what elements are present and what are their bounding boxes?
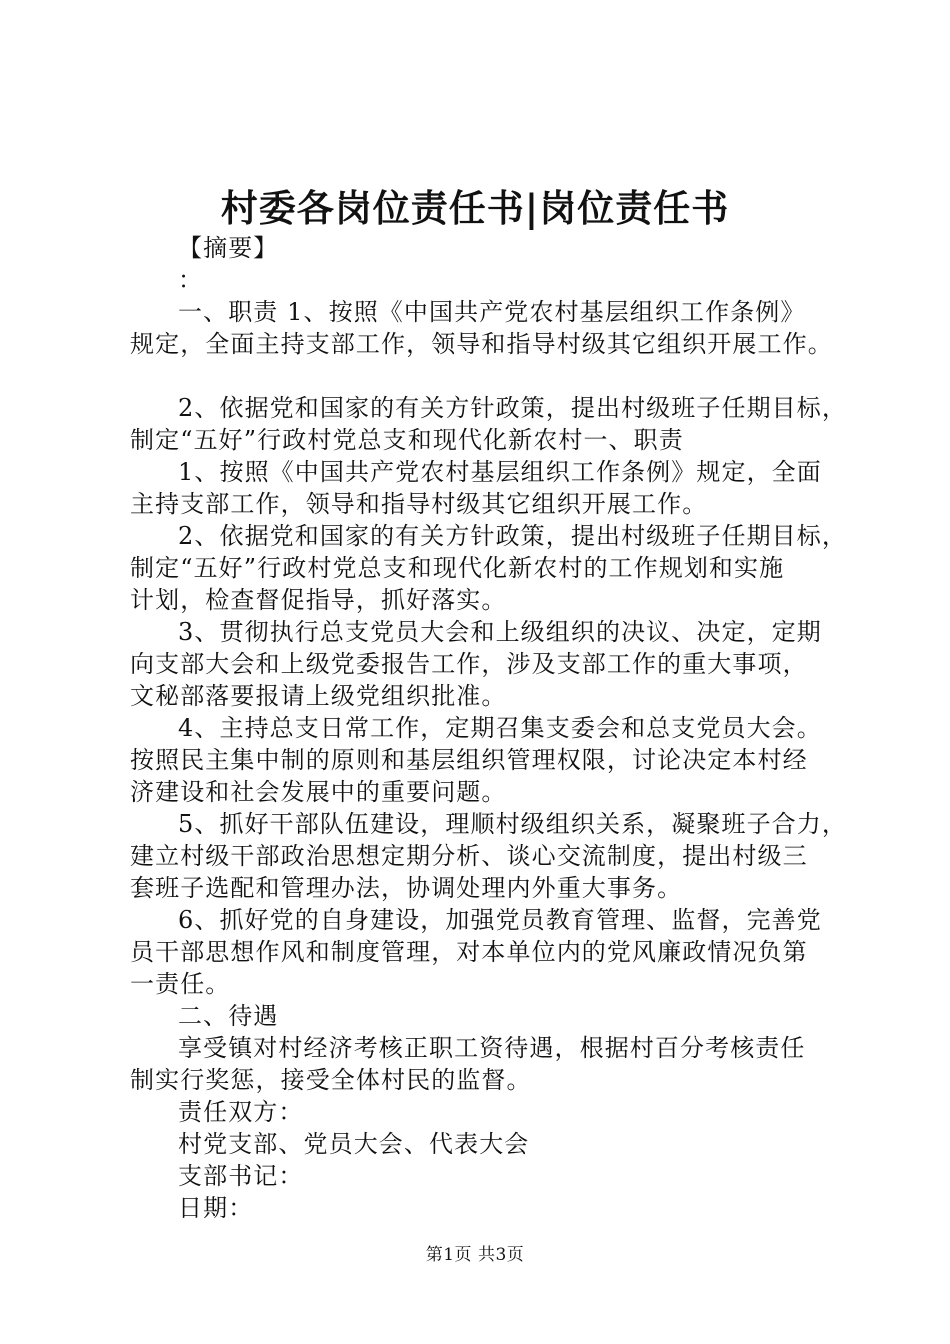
paragraph-line: 规定，全面主持支部工作，领导和指导村级其它组织开展工作。 bbox=[130, 330, 833, 358]
secretary-label: 支部书记： bbox=[178, 1162, 304, 1190]
paragraph-line: 一、职责 1、按照《中国共产党农村基层组织工作条例》 bbox=[178, 298, 806, 326]
paragraph-line: 3、贯彻执行总支党员大会和上级组织的决议、决定，定期 bbox=[178, 618, 822, 646]
parties-label: 责任双方： bbox=[178, 1098, 304, 1126]
abstract-label: 【摘要】 bbox=[178, 234, 279, 262]
document-body bbox=[130, 232, 847, 1224]
paragraph-line: 制定“五好”行政村党总支和现代化新农村一、职责 bbox=[130, 426, 684, 454]
parties-value: 村党支部、党员大会、代表大会 bbox=[178, 1130, 530, 1158]
page-footer: 第1页 共3页 bbox=[425, 1245, 525, 1265]
section-heading: 二、待遇 bbox=[178, 1002, 279, 1030]
paragraph-line: 一责任。 bbox=[130, 970, 231, 998]
document-title: 村委各岗位责任书|岗位责任书 bbox=[220, 186, 730, 230]
paragraph-line: 享受镇对村经济考核正职工资待遇，根据村百分考核责任 bbox=[178, 1034, 806, 1062]
paragraph-line: 员干部思想作风和制度管理，对本单位内的党风廉政情况负第 bbox=[130, 938, 808, 966]
paragraph-line: 计划，检查督促指导，抓好落实。 bbox=[130, 586, 507, 614]
paragraph-line: 济建设和社会发展中的重要问题。 bbox=[130, 778, 507, 806]
paragraph-line: 制定“五好”行政村党总支和现代化新农村的工作规划和实施 bbox=[130, 554, 785, 582]
date-label: 日期： bbox=[178, 1194, 254, 1222]
paragraph-line: 制实行奖惩，接受全体村民的监督。 bbox=[130, 1066, 532, 1094]
paragraph-line: 5、抓好干部队伍建设，理顺村级组织关系，凝聚班子合力， bbox=[178, 810, 847, 838]
abstract-colon: ： bbox=[178, 266, 204, 294]
paragraph-line: 2、依据党和国家的有关方针政策，提出村级班子任期目标， bbox=[178, 522, 847, 550]
paragraph-line: 1、按照《中国共产党农村基层组织工作条例》规定，全面 bbox=[178, 458, 822, 486]
paragraph-line: 6、抓好党的自身建设，加强党员教育管理、监督，完善党 bbox=[178, 906, 822, 934]
paragraph-line: 建立村级干部政治思想定期分析、谈心交流制度，提出村级三 bbox=[130, 842, 808, 870]
paragraph-line: 主持支部工作，领导和指导村级其它组织开展工作。 bbox=[130, 490, 708, 518]
paragraph-line: 4、主持总支日常工作，定期召集支委会和总支党员大会。 bbox=[178, 714, 822, 742]
paragraph-line: 2、依据党和国家的有关方针政策，提出村级班子任期目标， bbox=[178, 394, 847, 422]
paragraph-line: 文秘部落要报请上级党组织批准。 bbox=[130, 682, 507, 710]
paragraph-line: 按照民主集中制的原则和基层组织管理权限，讨论决定本村经 bbox=[130, 746, 808, 774]
paragraph-gap bbox=[130, 360, 842, 392]
paragraph-line: 向支部大会和上级党委报告工作，涉及支部工作的重大事项， bbox=[130, 650, 808, 678]
paragraph-line: 套班子选配和管理办法，协调处理内外重大事务。 bbox=[130, 874, 683, 902]
